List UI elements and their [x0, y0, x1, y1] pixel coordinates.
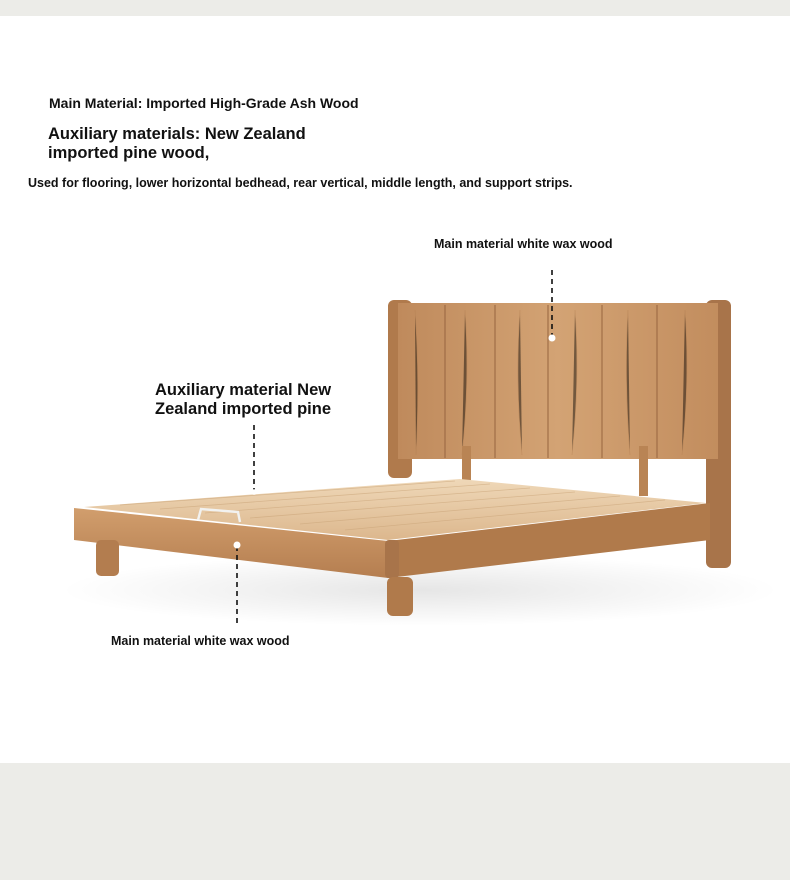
auxiliary-callout-line-1: Auxiliary material New	[155, 381, 332, 399]
leg-front-corner	[387, 577, 413, 616]
auxiliary-materials-line-1: Auxiliary materials: New Zealand	[48, 125, 306, 143]
aux-callout-dot	[251, 489, 257, 495]
auxiliary-materials-line-2: imported pine wood,	[48, 144, 210, 162]
leg-front-left	[96, 540, 119, 576]
base-callout-dot	[234, 542, 241, 549]
headboard-support-left	[462, 446, 471, 484]
auxiliary-callout-label	[155, 381, 355, 419]
corner-post	[385, 540, 399, 578]
usage-description: Used for flooring, lower horizontal bedhead, rear vertical, middle length, and support strips.	[28, 176, 573, 190]
headboard-callout-label: Main material white wax wood	[434, 237, 613, 251]
base-callout-label: Main material white wax wood	[111, 634, 290, 648]
auxiliary-callout-line-2: Zealand imported pine	[155, 400, 332, 418]
main-material-heading: Main Material: Imported High-Grade Ash Wood	[49, 95, 359, 111]
headboard-support-right	[639, 446, 648, 496]
headboard-panel	[398, 303, 718, 459]
headboard-callout-dot	[549, 335, 556, 342]
